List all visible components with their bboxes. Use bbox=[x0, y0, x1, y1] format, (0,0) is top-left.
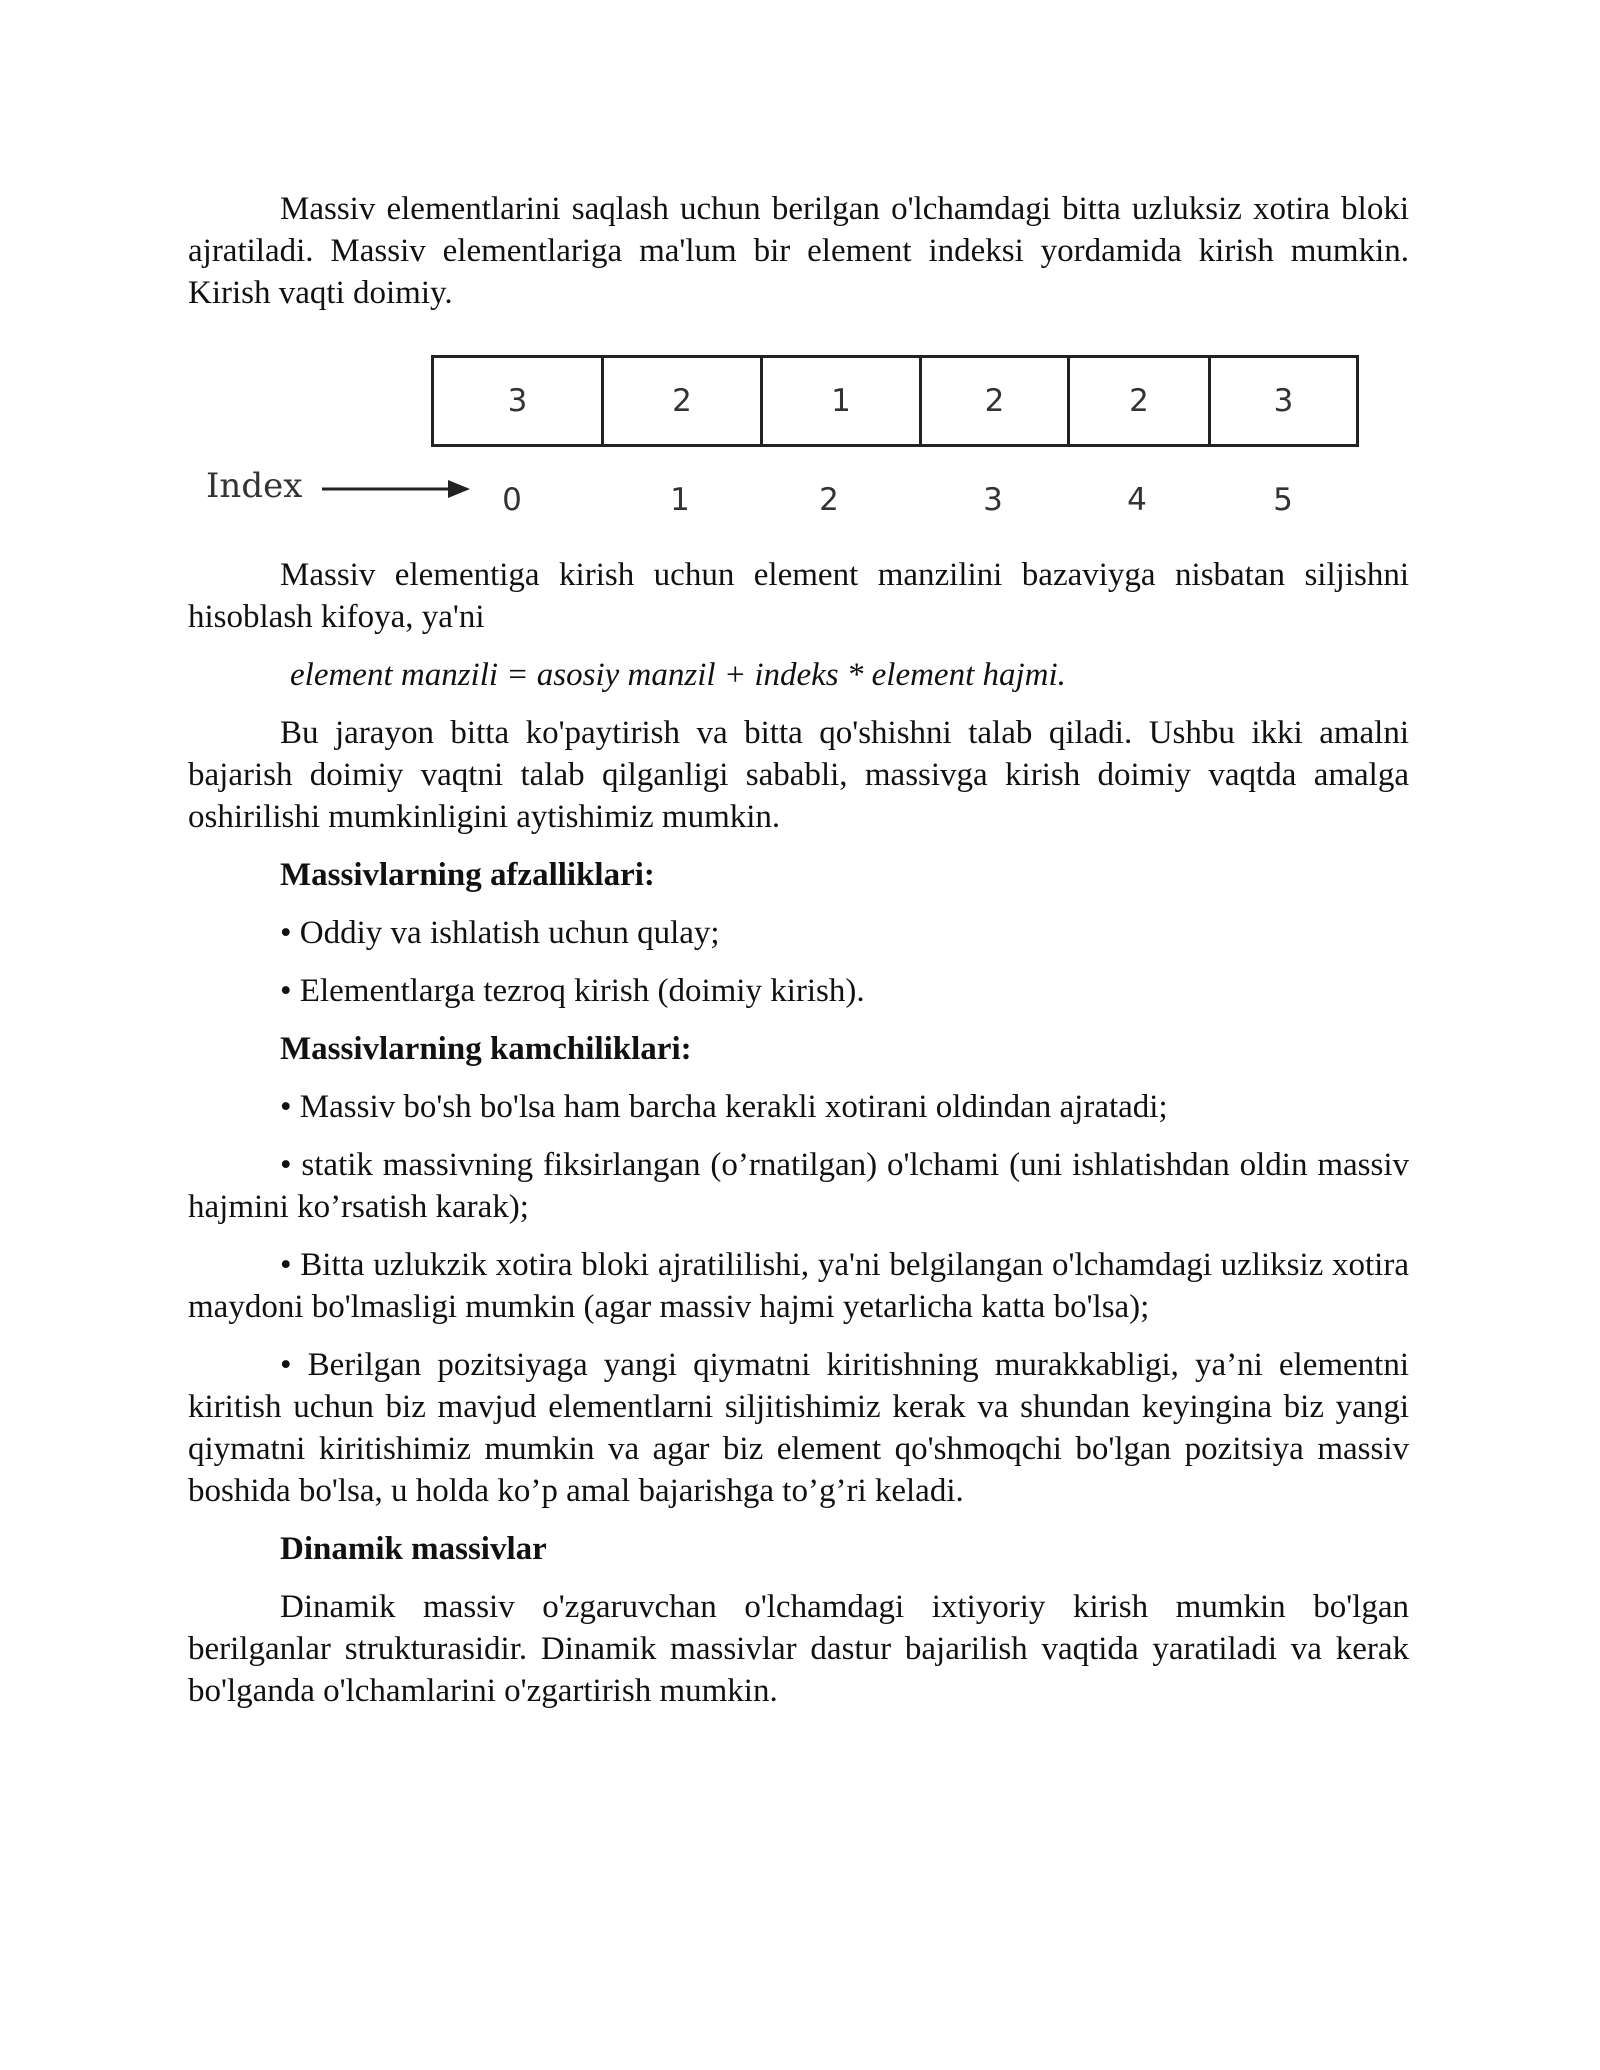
intro-section bbox=[188, 188, 1409, 314]
dynamic-heading: Dinamik massivlar bbox=[280, 1531, 547, 1567]
array-cell: 3 bbox=[434, 358, 604, 444]
disadvantage-item: • statik massivning fiksirlangan (o’rnatilgan) o'lchami (uni ishlatishdan oldin massiv hajmini ko’rsatish karak); bbox=[188, 1147, 1409, 1225]
advantage-item: • Elementlarga tezroq kirish (doimiy kirish). bbox=[280, 973, 865, 1009]
index-value: 3 bbox=[983, 482, 1003, 518]
index-value: 2 bbox=[819, 482, 839, 518]
array-cell: 2 bbox=[1070, 358, 1211, 444]
intro-paragraph: Massiv elementlarini saqlash uchun berilgan o'lchamdagi bitta uzluksiz xotira bloki ajratiladi. Massiv elementlariga ma'lum bir element indeksi yordamida kirish mumkin. Kirish vaqti doimiy. bbox=[188, 191, 1409, 311]
index-value: 5 bbox=[1273, 482, 1293, 518]
index-value: 4 bbox=[1127, 482, 1147, 518]
disadvantage-item: • Massiv bo'sh bo'lsa ham barcha kerakli xotirani oldindan ajratadi; bbox=[280, 1089, 1168, 1125]
array-cell: 2 bbox=[922, 358, 1070, 444]
advantages-heading: Massivlarning afzalliklari: bbox=[280, 857, 655, 893]
array-cell: 2 bbox=[604, 358, 763, 444]
access-explanation: Bu jarayon bitta ko'paytirish va bitta qo'shishni talab qiladi. Ushbu ikki amalni bajarish doimiy vaqtni talab qilganligi sababli, massivga kirish doimiy vaqtda amalga oshirilishi mumkinligini aytishimiz mumkin. bbox=[188, 715, 1409, 835]
address-formula: element manzili = asosiy manzil + indeks * element hajmi. bbox=[290, 657, 1066, 693]
arrow-right-icon bbox=[322, 474, 472, 504]
dynamic-paragraph: Dinamik massiv o'zgaruvchan o'lchamdagi ixtiyoriy kirish mumkin bo'lgan berilganlar strukturasidir. Dinamik massivlar dastur bajarilish vaqtida yaratiladi va kerak bo'lganda o'lchamlarini o'zgartirish mumkin. bbox=[188, 1589, 1409, 1709]
array-cells bbox=[431, 355, 1359, 447]
access-paragraph: Massiv elementiga kirish uchun element manzilini bazaviyga nisbatan siljishni hisoblash kifoya, ya'ni bbox=[188, 557, 1409, 635]
array-cell: 3 bbox=[1273, 383, 1294, 419]
index-value: 1 bbox=[670, 482, 690, 518]
disadvantage-item: • Berilgan pozitsiyaga yangi qiymatni kiritishning murakkabligi, ya’ni elementni kiritish uchun biz mavjud elementlarni siljitishimiz kerak va shundan keyingina biz yangi qiymatni kiritishimiz mumkin va agar biz element qo'shmoqchi bo'lgan pozitsiya massiv boshida bo'lsa, u holda ko’p amal bajarishga to’g’ri keladi. bbox=[188, 1347, 1409, 1509]
disadvantages-heading: Massivlarning kamchiliklari: bbox=[280, 1031, 692, 1067]
advantage-item: • Oddiy va ishlatish uchun qulay; bbox=[280, 915, 720, 951]
index-label: Index bbox=[206, 466, 303, 506]
array-cell: 1 bbox=[763, 358, 922, 444]
access-section bbox=[188, 554, 1409, 1712]
disadvantage-item: • Bitta uzlukzik xotira bloki ajratililishi, ya'ni belgilangan o'lchamdagi uzliksiz xotira maydoni bo'lmasligi mumkin (agar massiv hajmi yetarlicha katta bo'lsa); bbox=[188, 1247, 1409, 1325]
index-value: 0 bbox=[502, 482, 522, 518]
